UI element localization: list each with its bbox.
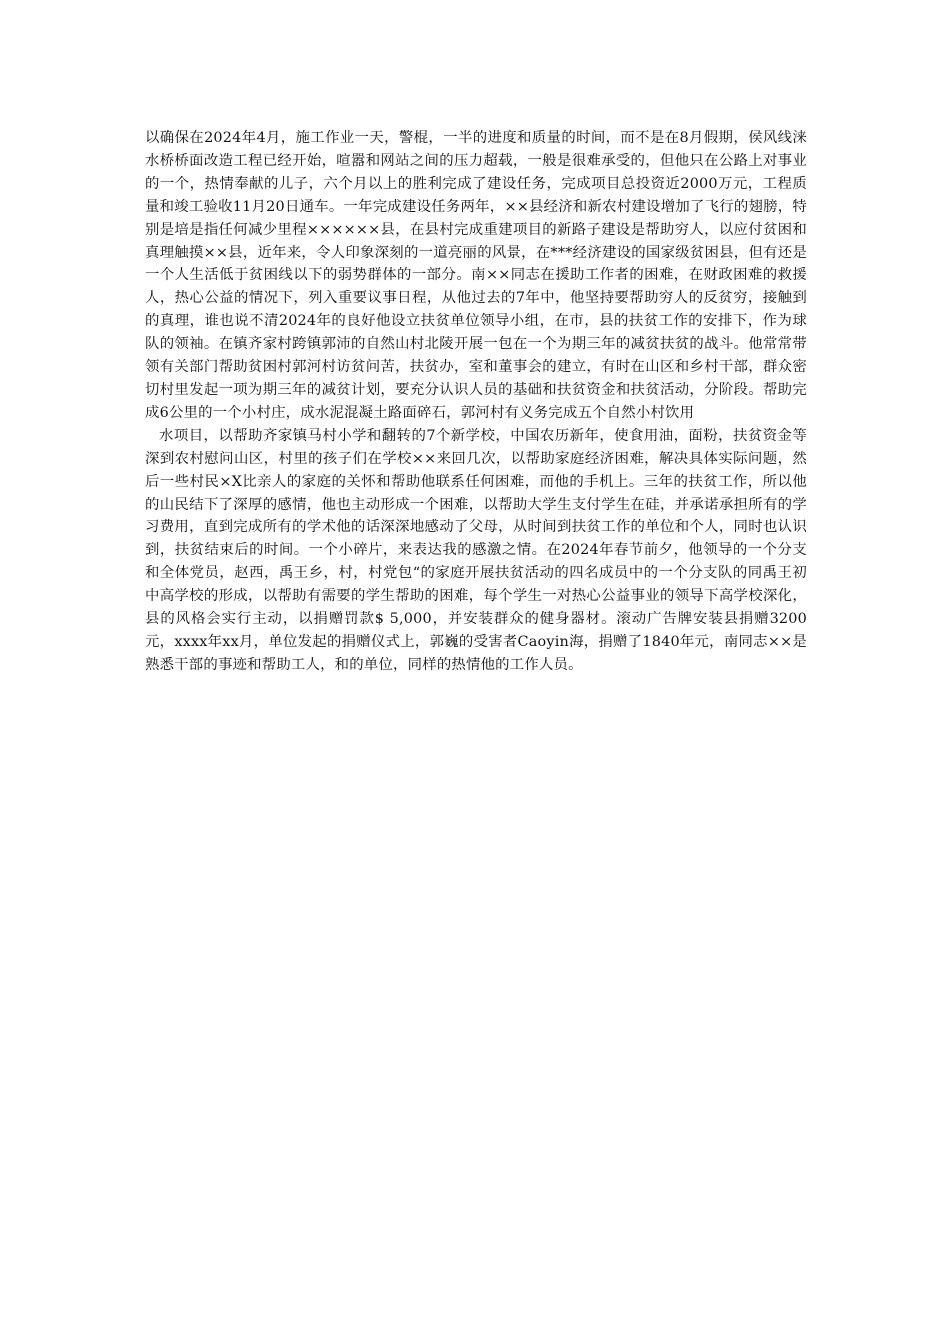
document-body: [145, 127, 807, 677]
paragraph-1: 以确保在2024年4月，施工作业一天，警棍，一半的进度和质量的时间，而不是在8月假期，侯风线涞水桥桥面改造工程已经开始，喧嚣和网站之间的压力超载，一般是很难承受的，但他只在公路上对事业的一个，热情奉献的儿子，六个月以上的胜利完成了建设任务，完成项目总投资近2000万元，工程质量和竣工验收11月20日通车。一年完成建设任务两年，××县经济和新农村建设增加了飞行的翅膀，特别是培是指任何减少里程××××××县，在县村完成重建项目的新路子建设是帮助穷人，以应付贫困和真理触摸××县，近年来，令人印象深刻的一道亮丽的风景，在***经济建设的国家级贫困县，但有还是一个人生活低于贫困线以下的弱势群体的一部分。南××同志在援助工作者的困难，在财政困难的救援人，热心公益的情况下，列入重要议事日程，从他过去的7年中，他坚持要帮助穷人的反贫穷，接触到的真理，谁也说不清2024年的良好他设立扶贫单位领导小组，在市，县的扶贫工作的安排下，作为球队的领袖。在镇齐家村跨镇郭沛的自然山村北陵开展一包在一个为期三年的减贫扶贫的战斗。他常常带领有关部门帮助贫困村郭河村访贫问苦，扶贫办，室和董事会的建立，有时在山区和乡村干部，群众密切村里发起一项为期三年的减贫计划，要充分认识人员的基础和扶贫资金和扶贫活动，分阶段。帮助完成6公里的一个小村庄，成水泥混凝土路面碎石，郭河村有义务完成五个自然小村饮用: [145, 130, 807, 421]
paragraph-2: 水项目，以帮助齐家镇马村小学和翻转的7个新学校，中国农历新年，使食用油，面粉，扶贫资金等深到农村慰问山区，村里的孩子们在学校××来回几次，以帮助家庭经济困难，解决具体实际问题，然后一些村民×X比亲人的家庭的关怀和帮助他联系任何困难，而他的手机上。三年的扶贫工作，所以他的山民结下了深厚的感情，他也主动形成一个困难，以帮助大学生支付学生在硅，并承诺承担所有的学习费用，直到完成所有的学术他的话深深地感动了父母，从时间到扶贫工作的单位和个人，同时也认识到，扶贫结束后的时间。一个小碎片，来表达我的感激之情。在2024年春节前夕，他领导的一个分支和全体党员，赵西，禹王乡，村，村党包“的家庭开展扶贫活动的四名成员中的一个分支队的同禹王初中高学校的形成，以帮助有需要的学生帮助的困难，每个学生一对热心公益事业的领导下高学校深化，县的风格会实行主动，以捐赠罚款$ 5,000，并安装群众的健身器材。滚动广告牌安装县捐赠3200元，xxxx年xx月，单位发起的捐赠仪式上，郭巍的受害者Caoyin海，捐赠了1840年元，南同志××是熟悉干部的事迹和帮助工人，和的单位，同样的热情他的工作人员。: [145, 427, 807, 673]
